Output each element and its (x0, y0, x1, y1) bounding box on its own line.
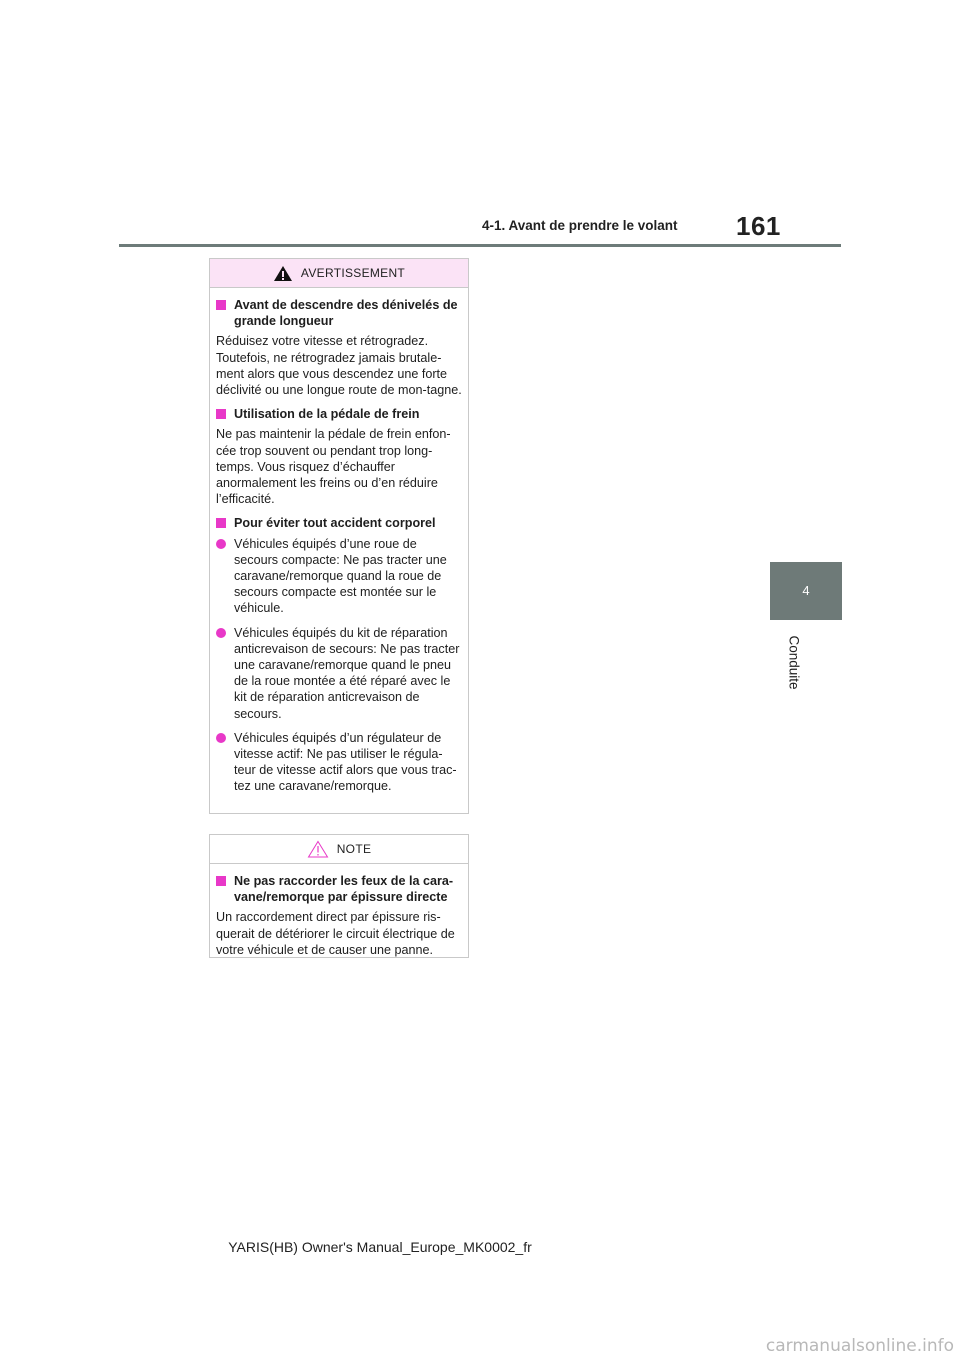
magenta-dot-icon (216, 628, 226, 638)
bullet-item (216, 730, 462, 795)
note-text: Un raccordement direct par épissure ris-querait de détériorer le circuit électrique de votre véhicule et de causer une panne. (216, 910, 455, 957)
chapter-label-text: Conduite (786, 634, 802, 690)
warning-section-text: Ne pas maintenir la pédale de frein enfon-cée trop souvent ou pendant trop long-temps. Vous risquez d’échauffer anormalement les freins ou d’en réduire l’efficacité. (216, 427, 451, 507)
bullet-item (216, 536, 462, 617)
chapter-tab: 4 (770, 562, 842, 620)
warning-box-title: AVERTISSEMENT (300, 266, 406, 280)
magenta-dot-icon (216, 539, 226, 549)
bullet-item (216, 625, 462, 722)
bullet-text: Véhicules équipés d’un régulateur de vitesse actif: Ne pas utiliser le régula-teur de vitesse actif alors que vous trac-tez une caravane/remorque. (234, 730, 457, 794)
warning-section-heading (216, 297, 462, 329)
bullet-text: Véhicules équipés d’une roue de secours compacte: Ne pas tracter une caravane/remorque quand la roue de secours compacte est montée sur le véhicule. (234, 536, 447, 616)
bullet-text: Véhicules équipés du kit de réparation anticrevaison de secours: Ne pas tracter une caravane/remorque quand le pneu de la roue montée a été réparé avec le kit de réparation anticrevaison de secours. (234, 625, 460, 721)
note-box (209, 834, 469, 958)
magenta-dot-icon (216, 733, 226, 743)
warning-section-heading (216, 406, 462, 422)
warning-box-header (210, 259, 468, 288)
warning-section-heading-text: Avant de descendre des dénivelés de grande longueur (234, 298, 458, 329)
magenta-square-icon (216, 876, 226, 886)
caution-triangle-icon (307, 840, 329, 858)
footer-manual-id: YARIS(HB) Owner's Manual_Europe_MK0002_fr (228, 1239, 532, 1255)
magenta-square-icon (216, 300, 226, 310)
warning-section-text: Réduisez votre vitesse et rétrogradez. Toutefois, ne rétrogradez jamais brutale-ment alors que vous descendez une forte déclivité ou une longue route de mon-tagne. (216, 334, 462, 398)
note-box-header (210, 835, 468, 864)
note-box-title: NOTE (336, 842, 372, 856)
page-number: 161 (736, 211, 781, 241)
warning-box-body (210, 288, 468, 795)
warning-section-heading-text: Utilisation de la pédale de frein (234, 407, 420, 422)
magenta-square-icon (216, 409, 226, 419)
warning-section-heading-text: Pour éviter tout accident corporel (234, 516, 436, 531)
warning-section-heading (216, 515, 462, 531)
header-rule (119, 244, 841, 247)
chapter-label (776, 632, 812, 692)
warning-triangle-icon (273, 265, 293, 282)
note-heading-text: Ne pas raccorder les feux de la cara-vane/remorque par épissure directe (234, 874, 454, 905)
magenta-square-icon (216, 518, 226, 528)
note-heading (216, 873, 462, 905)
section-header-title: 4-1. Avant de prendre le volant (482, 218, 678, 233)
warning-box (209, 258, 469, 814)
watermark: carmanualsonline.info (765, 1336, 954, 1356)
note-box-body (210, 864, 468, 958)
